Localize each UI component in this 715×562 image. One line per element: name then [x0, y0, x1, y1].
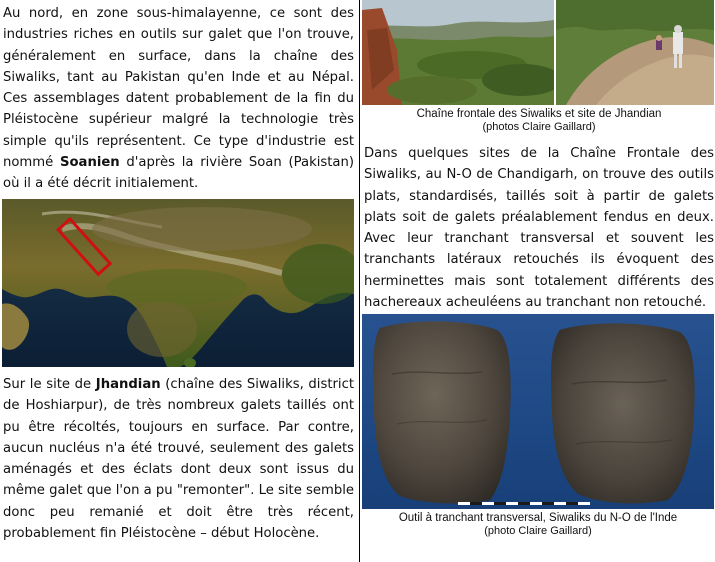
tool-face-left [373, 321, 511, 503]
site-graphic [556, 0, 714, 105]
siwaliks-photo-caption [364, 108, 714, 134]
chandigarh-paragraph: Dans quelques sites de la Chaîne Frontale des Siwaliks, au N-O de Chandigarh, on trouve des outils plats, standardisés, taillés soit à partir de galets plats soit de galets préalablement fendus en deux. Avec leur tranchant transversal et souvent les tranchants latéraux retouchés ils évoquent des herminettes mais sont totalement différents des hachereaux acheuléens au tranchant non retouché. [364, 146, 714, 311]
column-divider [359, 0, 360, 562]
jhandian-text-after: (chaîne des Siwaliks, district de Hoshiarpur), de très nombreux galets taillés ont pu être récoltés, toujours en surface. Par contre, aucun nucléus n'a été trouvé, seulement des galets aménagés et des éclats dont deux sont issus du même galet que l'on a pu "remonter". Le site semble donc peu remanié et doit être très récent, probablement fin Pléistocène – début Holocène. [3, 377, 355, 542]
jhandian-site-photo [556, 0, 714, 105]
intro-text-after: d'après la rivière Soan (Pakistan) où il a été décrit initialement. [3, 155, 354, 192]
tool-caption-title: Outil à tranchant transversal, Siwaliks du N-O de l'Inde [398, 512, 678, 524]
intro-text-before: Au nord, en zone sous-himalayenne, ce sont des industries riches en outils sur galet que l'on trouve, généralement en surface, dans la chaîne des Siwaliks, tant au Pakistan qu'en Inde et au Népal. Ces assemblages datent probablement de la fin du Pléistocène supérieur malgré la technologie très simple qu'ils représentent. Ce type d'industrie est nommé [3, 6, 354, 171]
intro-paragraph [3, 3, 354, 195]
jhandian-paragraph [3, 374, 354, 544]
scale-bar [458, 502, 590, 505]
tools-graphic [362, 314, 714, 509]
stone-tools-photo [362, 314, 714, 509]
tool-caption-credit: (photo Claire Gaillard) [484, 525, 592, 537]
jhandian-term: Jhandian [95, 377, 161, 392]
siwaliks-caption-title: Chaîne frontale des Siwaliks et site de Jhandian [416, 108, 662, 120]
map-graphic [2, 199, 354, 367]
jhandian-text-before: Sur le site de [3, 377, 96, 392]
south-asia-map [2, 199, 354, 367]
siwaliks-landscape-photo [362, 0, 554, 105]
landscape-graphic [362, 0, 554, 105]
tool-face-right [551, 323, 695, 503]
tool-photo-caption [362, 512, 714, 538]
soanien-term: Soanien [59, 155, 120, 171]
siwaliks-caption-credit: (photos Claire Gaillard) [482, 121, 596, 133]
